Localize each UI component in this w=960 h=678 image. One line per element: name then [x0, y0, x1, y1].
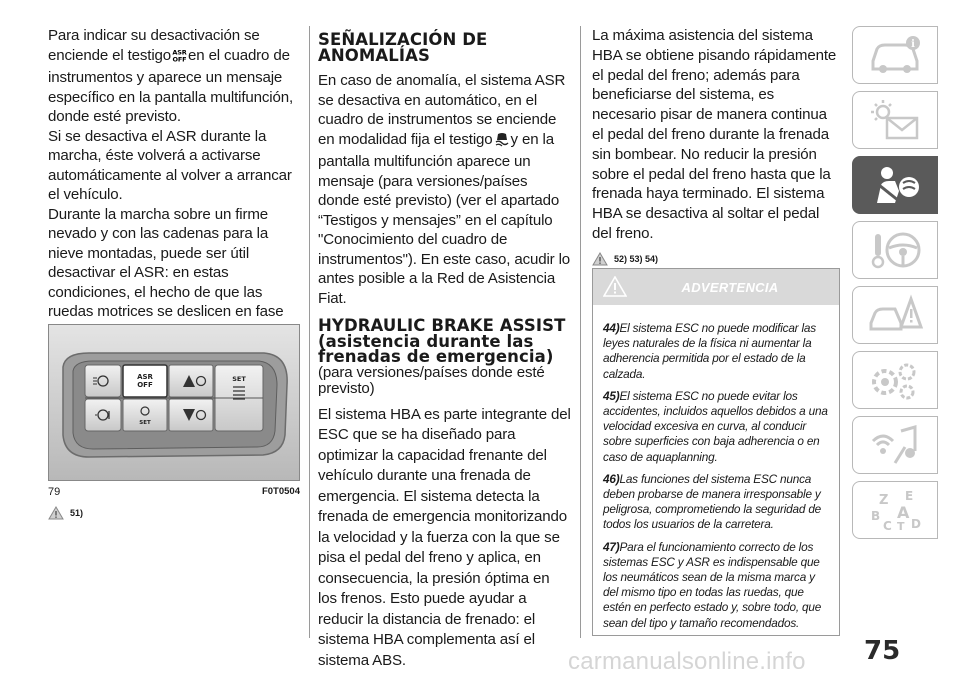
- car-info-icon: [865, 33, 925, 77]
- advertencia-item: 46)Las funciones del sistema ESC nunca deben probarse de manera irresponsable y peligrosa, comprometiendo la seguridad de todos los usuarios de la carretera.: [603, 471, 822, 532]
- tab-index[interactable]: [852, 481, 938, 539]
- column-right: [592, 26, 840, 266]
- warning-triangle-icon: [603, 276, 627, 297]
- svg-text:i: i: [911, 39, 915, 50]
- subheading-versions: (para versiones/países donde esté previsto): [318, 363, 545, 397]
- tab-warning-lights[interactable]: [852, 91, 938, 149]
- svg-text:SET: SET: [232, 375, 246, 383]
- page-number: 75: [864, 636, 901, 666]
- paragraph-hba-max-assist: La máxima asistencia del sistema HBA se obtiene pisando rápidamente el pedal del freno; además para beneficiarse del sistema, es necesario pisar de manera continua el pedal del freno durante la frenada sin bombear. No reducir la presión sobre el pedal del freno hasta que la frenada haya terminado. El sistema HBA se desactiva al soltar el pedal del freno.: [592, 27, 837, 242]
- safety-seatbelt-airbag-icon: [865, 163, 925, 207]
- advertencia-item: 44)El sistema ESC no puede modificar las leyes naturales de la física ni aumentar la adherencia permitida por el estado de la calzada.: [603, 321, 816, 381]
- figure-79-switch-panel: [48, 324, 300, 481]
- tab-safety[interactable]: [852, 156, 938, 214]
- paragraph-snow-chains: Durante la marcha sobre un firme nevado y con las cadenas para la nieve montadas, puede ser útil desactivar el ASR: en estas condiciones, el hecho de que las ruedas motrices se deslicen en fase: [48, 205, 284, 320]
- paragraph-asr-reactivation: Si se desactiva el ASR durante la marcha, éste volverá a activarse automáticamente al volver a arrancar el vehículo.: [48, 127, 292, 203]
- svg-text:SET: SET: [139, 420, 151, 426]
- warning-triangle-icon: [48, 506, 64, 520]
- tab-multimedia[interactable]: [852, 416, 938, 474]
- paragraph-asr-deactivation: Para indicar su desactivación se enciende el testigo ASR OFF en el cuadro de instrumentos y aparece un mensaje específico en la pantalla multifunción, donde esté previsto.: [48, 27, 294, 125]
- advertencia-header: [593, 269, 839, 305]
- svg-text:A: A: [897, 503, 910, 522]
- svg-text:OFF: OFF: [137, 381, 153, 389]
- svg-text:ASR: ASR: [172, 48, 187, 56]
- warning-reference-52-54: 52) 53) 54): [592, 252, 840, 266]
- tab-starting-driving[interactable]: [852, 221, 938, 279]
- advertencia-item: 47)Para el funcionamiento correcto de los sistemas ESC y ASR es indispensable que los neumáticos sean de la misma marca y del mismo tipo en todas las ruedas, que estén en perfecto estado y, sobre todo, que sean del tipo y tamaño recomendados.: [603, 539, 822, 630]
- advertencia-box: [592, 268, 840, 636]
- column-divider: [309, 26, 310, 638]
- svg-text:C: C: [883, 519, 892, 532]
- index-icon: [865, 488, 925, 532]
- svg-text:OFF: OFF: [172, 55, 187, 63]
- figure-number: 79: [48, 486, 61, 498]
- chapter-tabs: [852, 26, 938, 546]
- column-left: [48, 26, 300, 361]
- tab-emergency[interactable]: [852, 286, 938, 344]
- advertencia-list: [593, 305, 839, 631]
- svg-text:B: B: [871, 509, 881, 523]
- warning-triangle-icon: [592, 252, 608, 266]
- column-middle: [318, 26, 572, 671]
- svg-text:D: D: [911, 517, 921, 531]
- switch-panel-illustration: [49, 325, 299, 480]
- figure-caption: [48, 486, 300, 500]
- svg-text:ASR: ASR: [137, 373, 153, 381]
- tab-car-info[interactable]: [852, 26, 938, 84]
- figure-code: F0T0504: [261, 486, 300, 497]
- asr-off-icon: [172, 48, 187, 69]
- watermark-text: carmanualsonline.info: [568, 648, 806, 675]
- warning-lights-icon: [865, 98, 925, 142]
- esc-warning-light-icon: [494, 132, 510, 153]
- svg-text:E: E: [905, 489, 914, 503]
- emergency-icon: [865, 293, 925, 337]
- maintenance-icon: [865, 358, 925, 402]
- starting-driving-icon: [865, 228, 925, 272]
- tab-maintenance[interactable]: [852, 351, 938, 409]
- svg-text:Z: Z: [879, 493, 889, 508]
- svg-text:T: T: [897, 520, 905, 532]
- multimedia-icon: [865, 423, 925, 467]
- paragraph-anomaly: En caso de anomalía, el sistema ASR se desactiva en automático, en el cuadro de instrumentos se enciende en modalidad fija el testigo y en la pantalla multifunción aparece un mensaje (para versiones/países donde esté previsto) (ver el apartado “Testigos y mensajes” en el capítulo "Conocimiento del cuadro de instrumentos"). En este caso, acudir lo antes posible a la Red de Asistencia Fiat.: [318, 72, 571, 307]
- column-divider: [580, 26, 581, 638]
- heading-hba: HYDRAULIC BRAKE ASSIST (asistencia durante las frenadas de emergencia): [318, 316, 566, 366]
- heading-anomalias: SEÑALIZACIÓN DE ANOMALÍAS: [318, 30, 488, 65]
- warning-reference-51: 51): [48, 506, 83, 520]
- advertencia-title: ADVERTENCIA: [681, 279, 779, 295]
- paragraph-hba-description: El sistema HBA es parte integrante del ESC que se ha diseñado para optimizar la capacidad frenante del vehículo durante una frenada de emergencia. El sistema detecta la frenada de emergencia monitorizando la velocidad y la fuerza con la que se pisa el pedal del freno y aplica, en consecuencia, la presión óptima en los frenos. Esto puede ayudar a reducir la distancia de frenado: el sistema HBA complementa así el sistema ABS.: [318, 405, 571, 669]
- advertencia-item: 45)El sistema ESC no puede evitar los accidentes, incluidos aquellos debidos a una velocidad excesiva en curva, al conducir sobre superficies con baja adherencia o en caso de aquaplanning.: [603, 388, 828, 464]
